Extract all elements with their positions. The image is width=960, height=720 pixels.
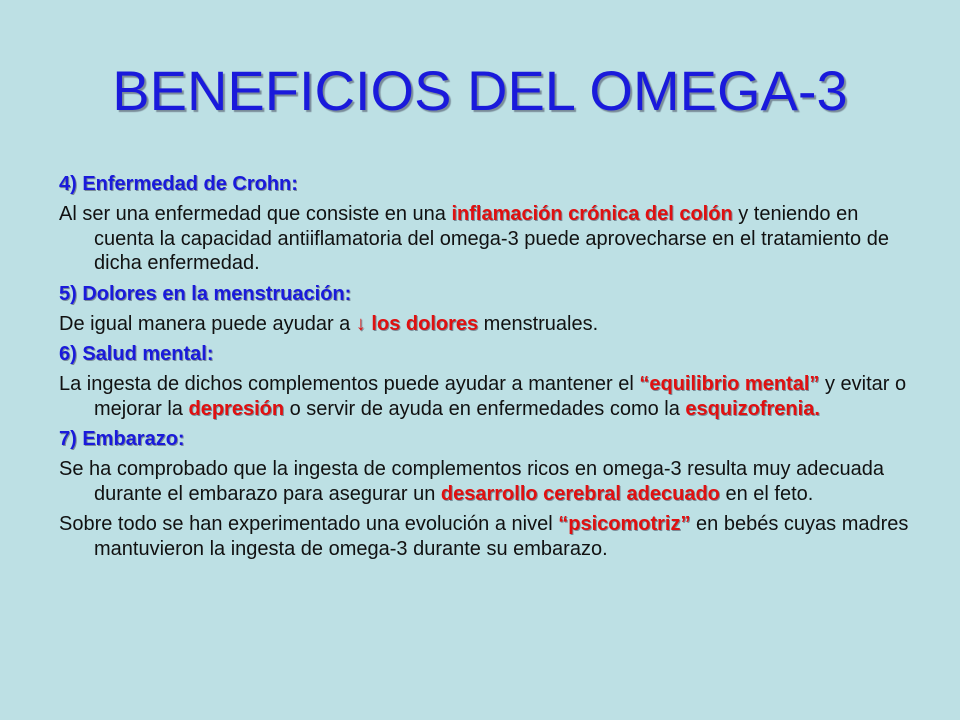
highlight-text: los dolores	[365, 312, 479, 335]
highlight-text: esquizofrenia.	[685, 397, 820, 420]
paragraph-text: Al ser una enfermedad que consiste en una	[59, 203, 452, 225]
paragraph-salud-mental	[59, 372, 909, 421]
paragraph-text: La ingesta de dichos complementos puede ayudar a mantener el	[59, 373, 640, 395]
paragraph-menstruacion	[59, 312, 909, 337]
slide-content	[59, 172, 909, 567]
paragraph-text: De igual manera puede ayudar a	[59, 312, 356, 335]
section-heading-embarazo: 7) Embarazo:	[59, 428, 185, 450]
section-heading-menstruacion: 5) Dolores en la menstruación:	[59, 282, 352, 305]
paragraph-text: menstruales.	[478, 312, 599, 335]
paragraph-text: y evitar o mejorar la	[94, 373, 907, 420]
down-arrow-icon: ↓	[355, 312, 366, 335]
paragraph-embarazo-1	[59, 457, 909, 506]
paragraph-text: Sobre todo se han experimentado una evolución a nivel	[59, 513, 559, 535]
highlight-text: depresión	[188, 397, 285, 420]
paragraph-text: y teniendo en cuenta la capacidad antiiflamatoria del omega-3 puede aprovecharse en el tratamiento de dicha enfermedad.	[94, 203, 889, 274]
paragraph-text: o servir de ayuda en enfermedades como la	[284, 397, 686, 420]
paragraph-text: Se ha comprobado que la ingesta de complementos ricos en omega-3 resulta muy adecuada durante el embarazo para asegurar un	[59, 458, 884, 505]
highlight-text: “psicomotriz”	[558, 513, 691, 535]
paragraph-crohn	[59, 202, 909, 276]
paragraph-embarazo-2	[59, 512, 909, 561]
highlight-text: inflamación crónica del colón	[451, 203, 733, 225]
section-heading-crohn: 4) Enfermedad de Crohn:	[59, 173, 298, 195]
paragraph-text: en bebés cuyas madres mantuvieron la ingesta de omega-3 durante su embarazo.	[94, 513, 909, 560]
highlight-text: desarrollo cerebral adecuado	[440, 482, 720, 505]
highlight-text: “equilibrio mental”	[639, 373, 820, 395]
paragraph-text: en el feto.	[719, 482, 814, 505]
slide-title: BENEFICIOS DEL OMEGA-3	[112, 59, 848, 122]
section-heading-salud-mental: 6) Salud mental:	[59, 343, 214, 365]
